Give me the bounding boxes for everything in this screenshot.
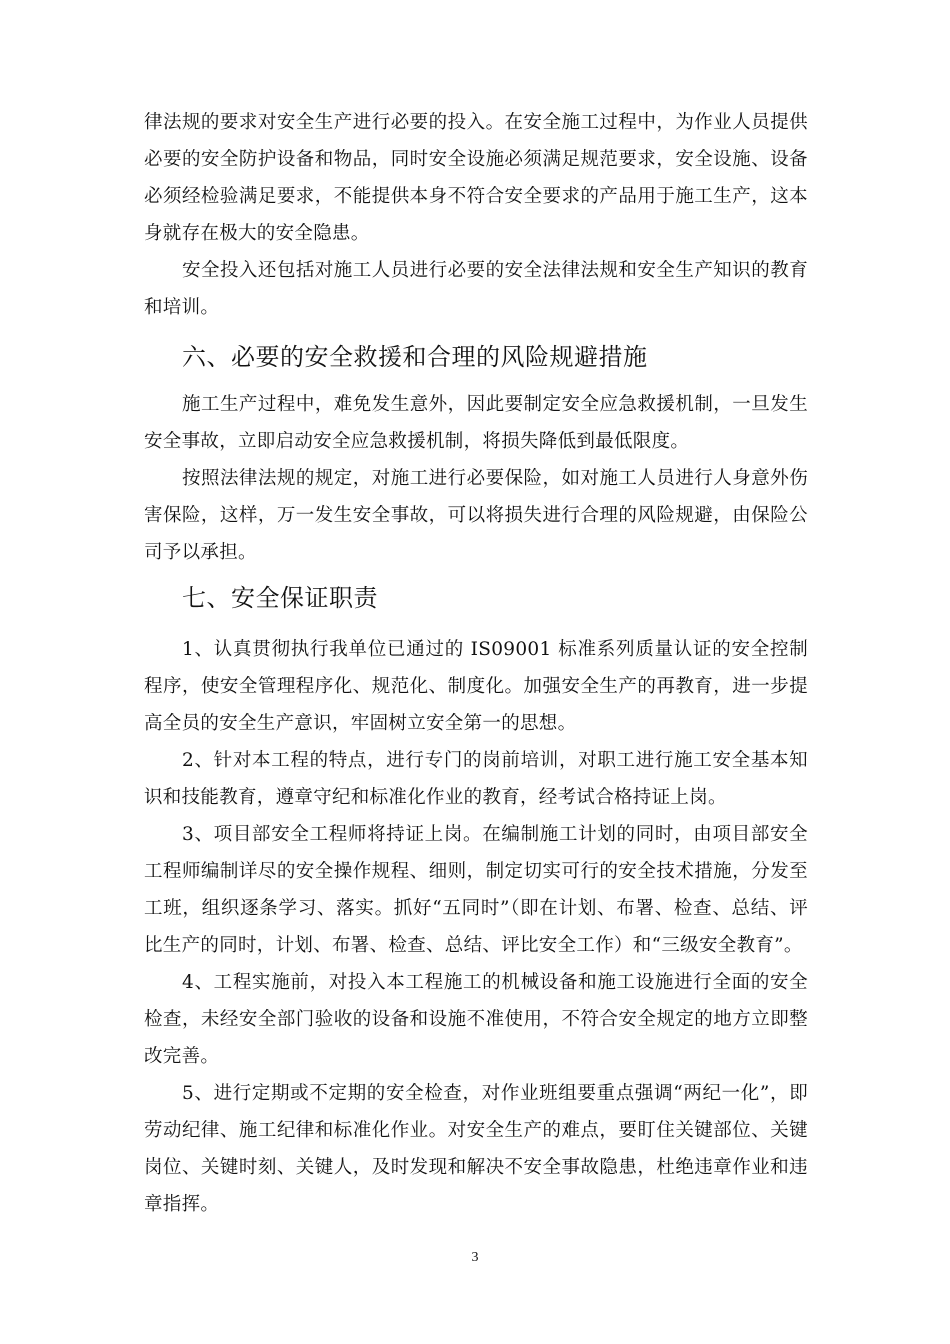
list-item-2: 2、针对本工程的特点，进行专门的岗前培训，对职工进行施工安全基本知识和技能教育，遵章守纪和标准化作业的教育，经考试合格持证上岗。 <box>144 750 808 808</box>
page-content <box>144 104 808 1223</box>
list-item-4: 4、工程实施前，对投入本工程施工的机械设备和施工设施进行全面的安全检查，未经安全部门验收的设备和设施不准使用，不符合安全规定的地方立即整改完善。 <box>144 972 808 1067</box>
paragraph-safety-training: 安全投入还包括对施工人员进行必要的安全法律法规和安全生产知识的教育和培训。 <box>144 260 808 318</box>
list-item-5: 5、进行定期或不定期的安全检查，对作业班组要重点强调“两纪一化”，即劳动纪律、施工纪律和标准化作业。对安全生产的难点，要盯住关键部位、关键岗位、关键时刻、关键人，及时发现和解决不安全事故隐患，杜绝违章作业和违章指挥。 <box>144 1083 808 1215</box>
paragraph-emergency-rescue: 施工生产过程中，难免发生意外，因此要制定安全应急救援机制，一旦发生安全事故，立即启动安全应急救援机制，将损失降低到最低限度。 <box>144 394 808 452</box>
section-heading-6: 六、必要的安全救援和合理的风险规避措施 <box>182 343 648 371</box>
page-number: 3 <box>471 1250 479 1265</box>
paragraph-continuation: 律法规的要求对安全生产进行必要的投入。在安全施工过程中，为作业人员提供必要的安全防护设备和物品，同时安全设施必须满足规范要求，安全设施、设备必须经检验满足要求，不能提供本身不符合安全要求的产品用于施工生产，这本身就存在极大的安全隐患。 <box>144 112 808 244</box>
paragraph-insurance: 按照法律法规的规定，对施工进行必要保险，如对施工人员进行人身意外伤害保险，这样，万一发生安全事故，可以将损失进行合理的风险规避，由保险公司予以承担。 <box>144 468 808 563</box>
list-item-1: 1、认真贯彻执行我单位已通过的 IS09001 标准系列质量认证的安全控制程序，使安全管理程序化、规范化、制度化。加强安全生产的再教育，进一步提高全员的安全生产意识，牢固树立安全第一的思想。 <box>144 639 808 734</box>
list-item-3: 3、项目部安全工程师将持证上岗。在编制施工计划的同时，由项目部安全工程师编制详尽的安全操作规程、细则，制定切实可行的安全技术措施，分发至工班，组织逐条学习、落实。抓好“五同时”（即在计划、布署、检查、总结、评比生产的同时，计划、布署、检查、总结、评比安全工作）和“三级安全教育”。 <box>144 824 808 956</box>
section-heading-7: 七、安全保证职责 <box>182 584 378 612</box>
